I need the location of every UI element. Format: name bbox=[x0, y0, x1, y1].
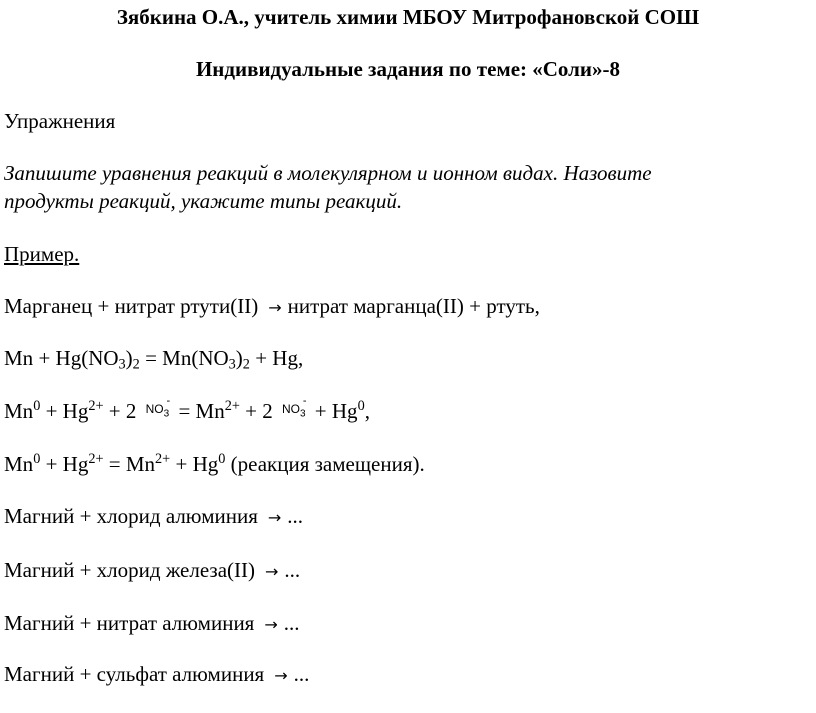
formula-part: + Hg bbox=[170, 452, 219, 476]
formula-part: , bbox=[364, 399, 370, 423]
arrow-icon: → bbox=[264, 615, 278, 634]
superscript: 2+ bbox=[88, 451, 104, 468]
exercise-ellipsis: ... bbox=[284, 558, 301, 582]
subscript: 3 bbox=[118, 356, 126, 373]
arrow-icon: → bbox=[274, 666, 288, 685]
exercise-text: Магний + сульфат алюминия bbox=[4, 662, 265, 686]
nitrate-ion-image: $NO_3$ - bbox=[281, 394, 307, 420]
superscript: 2+ bbox=[88, 398, 104, 415]
section-label: Упражнения bbox=[4, 109, 116, 133]
superscript: 2+ bbox=[155, 451, 171, 468]
exercise-text: Магний + нитрат алюминия bbox=[4, 611, 255, 635]
exercise-ellipsis: ... bbox=[283, 611, 300, 635]
task-line-2: продукты реакций, укажите типы реакций. bbox=[4, 189, 403, 213]
page-title: Индивидуальные задания по теме: «Соли»-8 bbox=[195, 57, 621, 81]
word-equation-right: нитрат марганца(II) + ртуть, bbox=[287, 294, 540, 318]
subscript: 2 bbox=[242, 356, 250, 373]
exercise-text: Магний + хлорид железа(II) bbox=[4, 558, 256, 582]
superscript: 0 bbox=[33, 398, 41, 415]
formula-part: + Hg, bbox=[249, 346, 304, 370]
author-header: Зябкина О.А., учитель химии МБОУ Митрофановской СОШ bbox=[116, 5, 700, 29]
formula-part: = Mn bbox=[103, 452, 156, 476]
task-line-1: Запишите уравнения реакций в молекулярном и ионном видах. Назовите bbox=[4, 161, 652, 185]
exercise-item bbox=[4, 664, 309, 685]
formula-part: Mn bbox=[4, 399, 34, 423]
exercise-item bbox=[4, 613, 300, 634]
word-equation-left: Марганец + нитрат ртути(II) bbox=[4, 294, 259, 318]
subscript: 3 bbox=[228, 356, 236, 373]
formula-part: = Mn(NO bbox=[139, 346, 229, 370]
formula-part: + 2 bbox=[103, 399, 137, 423]
formula-part: = Mn bbox=[178, 399, 225, 423]
example-label: Пример. bbox=[4, 242, 80, 266]
short-ionic-equation bbox=[4, 451, 425, 476]
molecular-equation bbox=[4, 346, 304, 373]
superscript: 0 bbox=[357, 398, 365, 415]
full-ionic-equation bbox=[4, 394, 370, 423]
superscript: 0 bbox=[33, 451, 41, 468]
subscript: 2 bbox=[132, 356, 140, 373]
nitrate-ion-image: $NO_3$ - bbox=[145, 394, 171, 420]
formula-part: + Hg bbox=[40, 452, 89, 476]
reaction-type-note: (реакция замещения). bbox=[225, 452, 425, 476]
formula-part: Mn bbox=[4, 346, 34, 370]
example-word-equation bbox=[4, 296, 540, 317]
arrow-icon: → bbox=[265, 562, 279, 581]
arrow-icon: → bbox=[268, 298, 282, 317]
superscript: 2+ bbox=[224, 398, 240, 415]
formula-part: + Hg bbox=[314, 399, 358, 423]
exercise-item bbox=[4, 506, 303, 527]
formula-part: + Hg bbox=[40, 399, 89, 423]
formula-part: ) bbox=[125, 346, 133, 370]
arrow-icon: → bbox=[267, 508, 282, 527]
formula-part: + Hg(NO bbox=[33, 346, 119, 370]
formula-part: Mn bbox=[4, 452, 34, 476]
formula-part: + 2 bbox=[239, 399, 273, 423]
exercise-text: Магний + хлорид алюминия bbox=[4, 504, 258, 528]
exercise-ellipsis: ... bbox=[293, 662, 310, 686]
superscript: 0 bbox=[218, 451, 226, 468]
exercise-item bbox=[4, 560, 300, 581]
formula-part: ) bbox=[235, 346, 243, 370]
exercise-ellipsis: ... bbox=[287, 504, 304, 528]
